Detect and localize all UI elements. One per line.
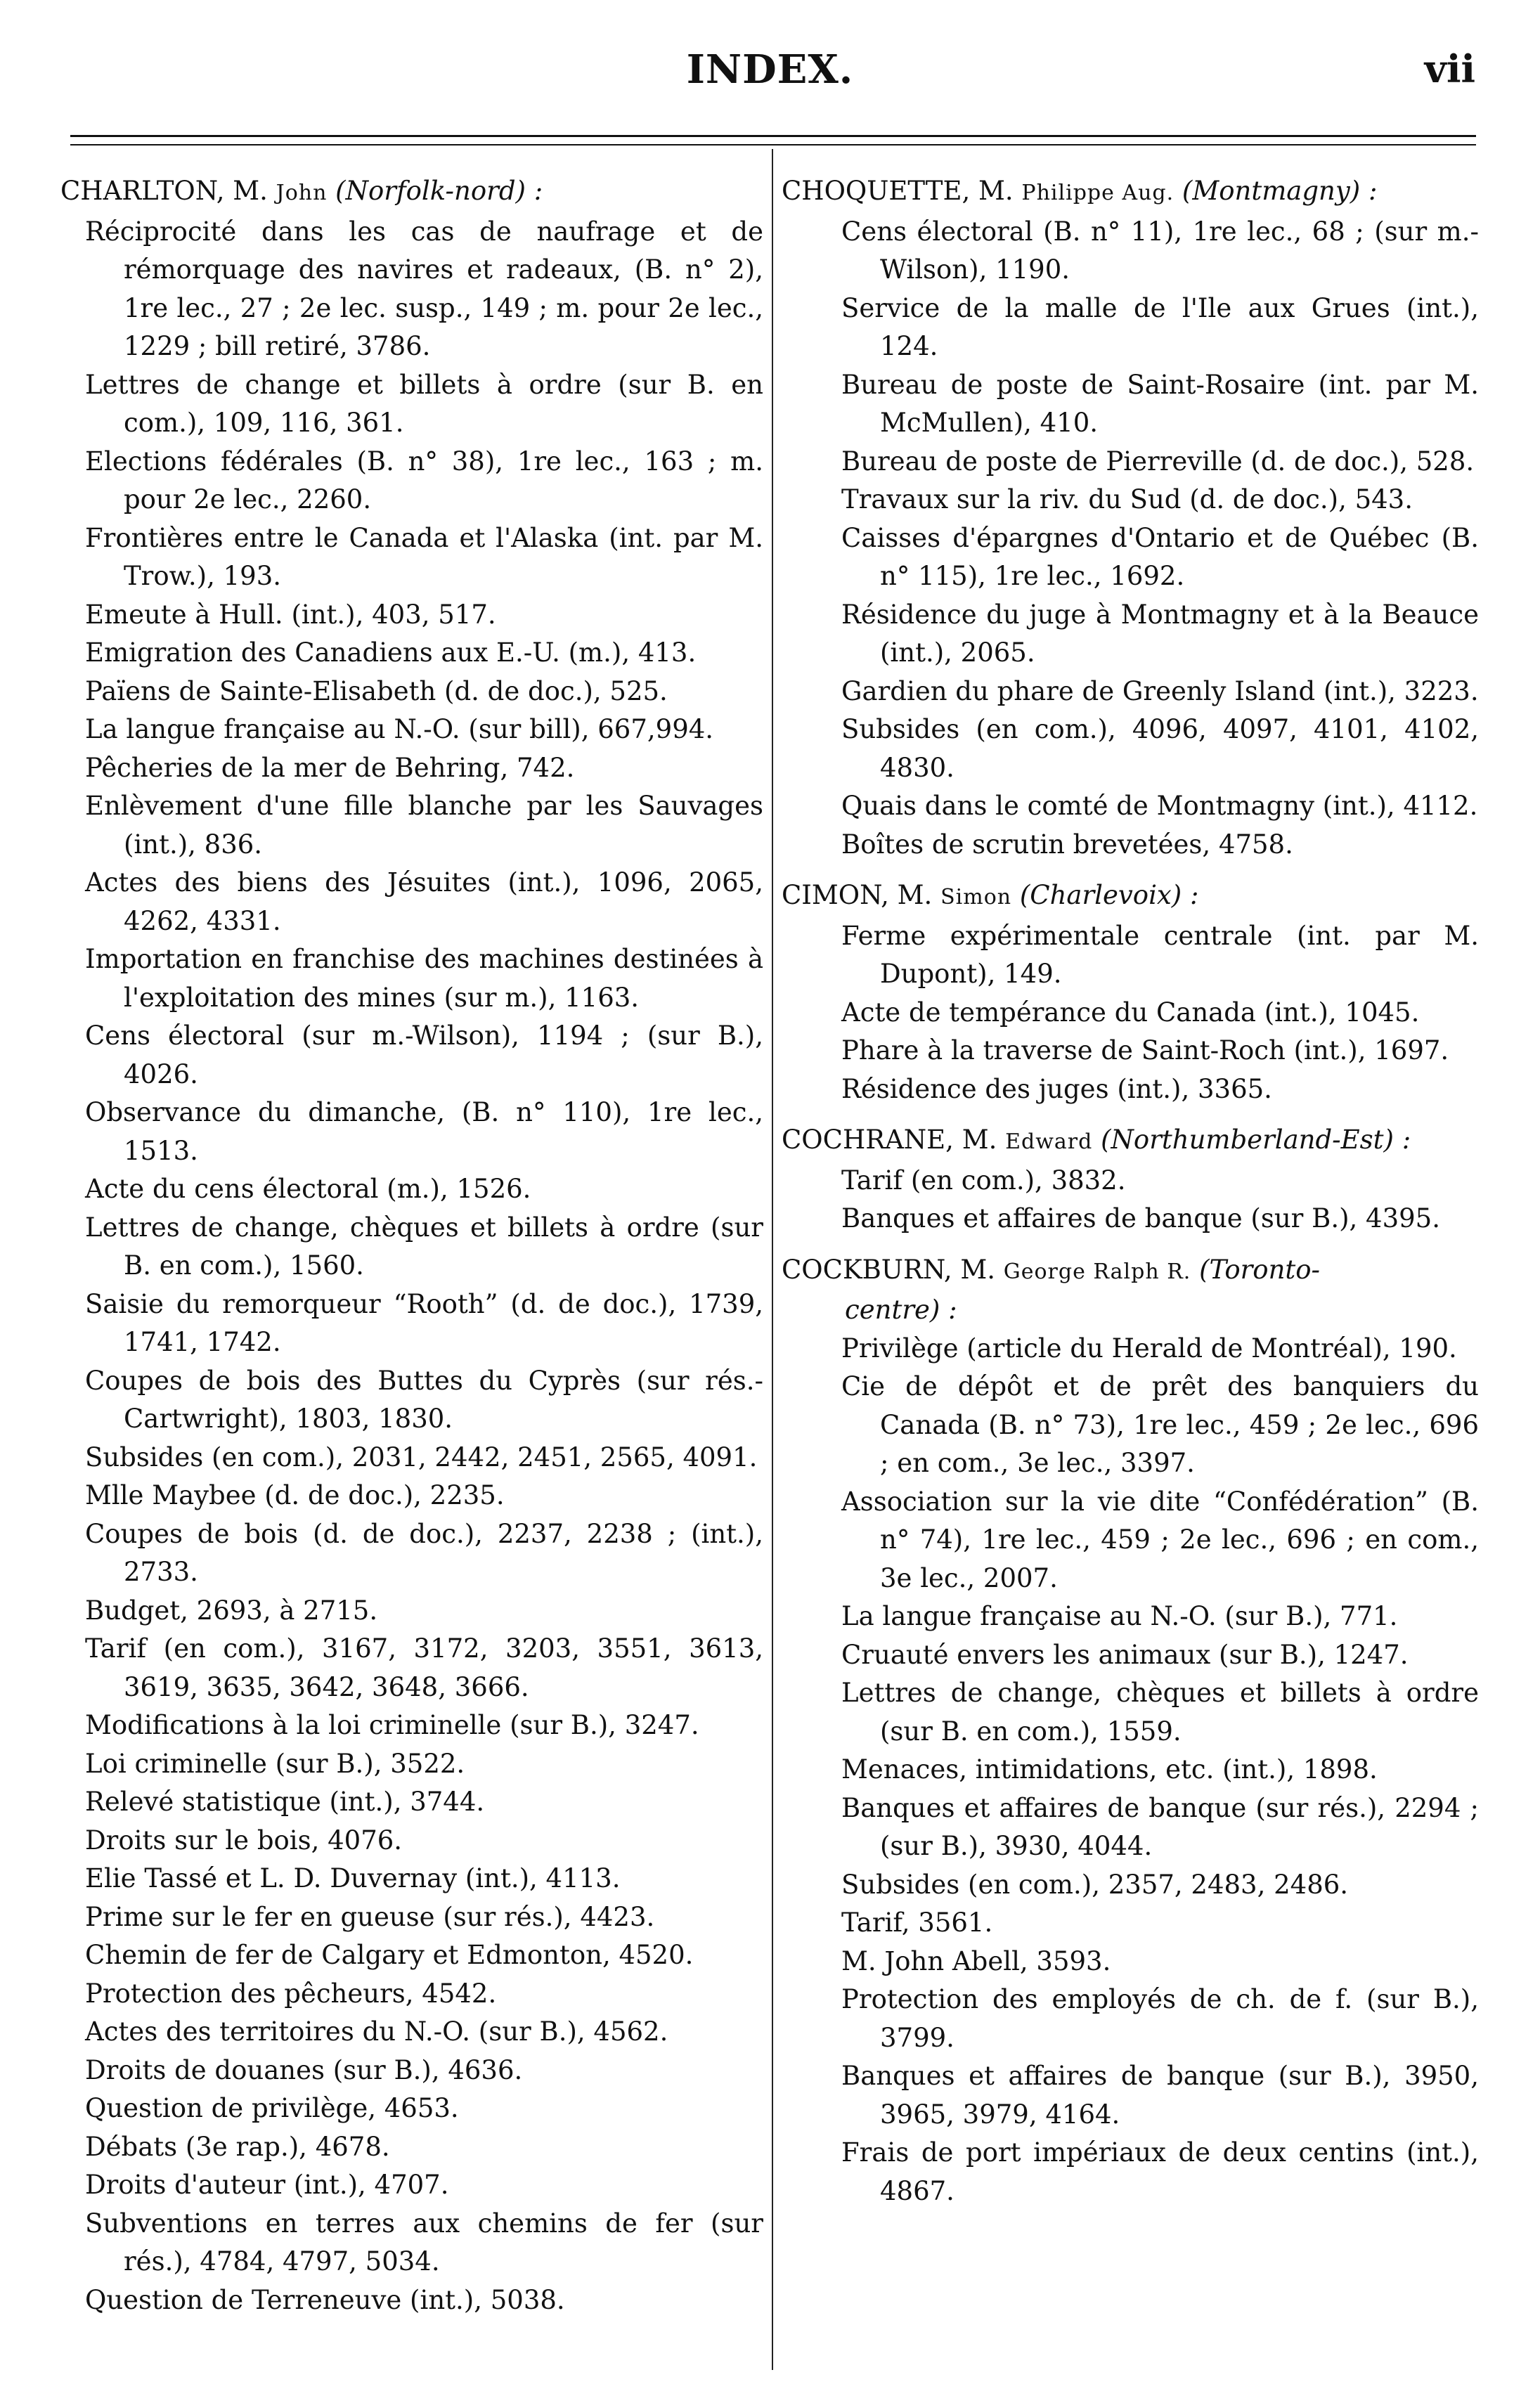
entry-riding: (Northumberland-Est) : xyxy=(1101,1125,1411,1155)
index-item: Gardien du phare de Greenly Island (int.), 3223. xyxy=(841,675,1479,706)
index-item: Travaux sur la riv. du Sud (d. de doc.), 543. xyxy=(841,484,1413,514)
right-column xyxy=(782,172,1479,2210)
index-item: La langue française au N.-O. (sur bill), 667,994. xyxy=(85,714,714,744)
index-item: Subsides (en com.), 2031, 2442, 2451, 2565, 4091. xyxy=(85,1442,758,1472)
entry-items xyxy=(782,917,1479,1109)
index-item: Actes des territoires du N.-O. (sur B.), 4562. xyxy=(85,2016,668,2047)
entry-given-name: Edward xyxy=(1005,1129,1093,1154)
index-item: Banques et affaires de banque (sur B.), 3950, 3965, 3979, 4164. xyxy=(841,2061,1479,2130)
index-item: Budget, 2693, à 2715. xyxy=(85,1595,378,1626)
entry-name: CIMON, M. xyxy=(782,880,941,910)
entry-riding: (Toronto- xyxy=(1199,1254,1321,1285)
index-item: Banques et affaires de banque (sur B.), 4395. xyxy=(841,1203,1440,1233)
entry-heading xyxy=(782,1251,1479,1330)
index-item: Bureau de poste de Saint-Rosaire (int. par M. McMullen), 410. xyxy=(841,369,1479,438)
index-item: Caisses d'épargnes d'Ontario et de Québec (B. n° 115), 1re lec., 1692. xyxy=(841,522,1479,591)
index-item: Cie de dépôt et de prêt des banquiers du Canada (B. n° 73), 1re lec., 459 ; 2e lec., 696 ; en com., 3e lec., 3397. xyxy=(841,1371,1479,1478)
entry-given-name: Philippe Aug. xyxy=(1021,181,1175,205)
header-rule-thick xyxy=(70,135,1476,137)
entry-name: COCHRANE, M. xyxy=(782,1125,1006,1155)
entry-name: CHOQUETTE, M. xyxy=(782,176,1022,206)
index-item: Droits de douanes (sur B.), 4636. xyxy=(85,2054,523,2085)
index-entry-cockburn xyxy=(782,1251,1479,2211)
index-item: Actes des biens des Jésuites (int.), 1096, 2065, 4262, 4331. xyxy=(85,867,763,936)
index-item: Emeute à Hull. (int.), 403, 517. xyxy=(85,599,496,630)
entry-items xyxy=(60,213,763,2320)
index-item: Réciprocité dans les cas de naufrage et de rémorquage des navires et radeaux, (B. n° 2), 1re lec., 27 ; 2e lec. susp., 149 ; m. pour 2e lec., 1229 ; bill retiré, 3786. xyxy=(85,216,763,361)
index-item: Banques et affaires de banque (sur rés.), 2294 ; (sur B.), 3930, 4044. xyxy=(841,1792,1479,1861)
entry-items xyxy=(782,1330,1479,2211)
index-item: Cruauté envers les animaux (sur B.), 1247. xyxy=(841,1639,1409,1670)
index-item: Tarif (en com.), 3832. xyxy=(841,1165,1126,1196)
index-item: Acte de tempérance du Canada (int.), 1045. xyxy=(841,997,1420,1028)
index-item: Coupes de bois des Buttes du Cyprès (sur rés.-Cartwright), 1803, 1830. xyxy=(85,1365,763,1434)
index-item: Cens électoral (B. n° 11), 1re lec., 68 ; (sur m.-Wilson), 1190. xyxy=(841,216,1479,285)
index-item: Acte du cens électoral (m.), 1526. xyxy=(85,1174,531,1204)
entry-riding: (Montmagny) : xyxy=(1182,176,1378,206)
index-item: La langue française au N.-O. (sur B.), 771. xyxy=(841,1601,1398,1631)
index-item: Païens de Sainte-Elisabeth (d. de doc.), 525. xyxy=(85,675,668,706)
index-item: Protection des pêcheurs, 4542. xyxy=(85,1978,497,2009)
left-column xyxy=(60,172,763,2319)
index-item: Service de la malle de l'Ile aux Grues (int.), 124. xyxy=(841,292,1479,361)
index-item: Subsides (en com.), 2357, 2483, 2486. xyxy=(841,1869,1349,1900)
entry-given-name: George Ralph R. xyxy=(1003,1259,1191,1284)
entry-riding-continued: centre) : xyxy=(845,1295,957,1325)
index-item: Prime sur le fer en gueuse (sur rés.), 4423. xyxy=(85,1901,655,1932)
index-item: Droits d'auteur (int.), 4707. xyxy=(85,2170,449,2200)
index-item: Boîtes de scrutin brevetées, 4758. xyxy=(841,829,1293,860)
index-item: Importation en franchise des machines destinées à l'exploitation des mines (sur m.), 1163. xyxy=(85,944,763,1013)
index-item: Elections fédérales (B. n° 38), 1re lec., 163 ; m. pour 2e lec., 2260. xyxy=(85,446,763,514)
running-title: INDEX. xyxy=(686,46,854,93)
index-item: Ferme expérimentale centrale (int. par M. Dupont), 149. xyxy=(841,920,1479,989)
index-item: Modifications à la loi criminelle (sur B.), 3247. xyxy=(85,1710,699,1740)
page-number: vii xyxy=(1424,46,1475,91)
index-item: Bureau de poste de Pierreville (d. de doc.), 528. xyxy=(841,446,1475,477)
index-item: Débats (3e rap.), 4678. xyxy=(85,2131,390,2162)
index-item: Association sur la vie dite “Confédération” (B. n° 74), 1re lec., 459 ; 2e lec., 696 ; en com., 3e lec., 2007. xyxy=(841,1486,1479,1593)
entry-heading xyxy=(782,172,1479,213)
index-item: Mlle Maybee (d. de doc.), 2235. xyxy=(85,1480,505,1510)
index-item: Relevé statistique (int.), 3744. xyxy=(85,1787,485,1817)
entry-heading xyxy=(782,876,1479,917)
index-item: Quais dans le comté de Montmagny (int.), 4112. xyxy=(841,791,1478,821)
entry-given-name: John xyxy=(276,181,328,205)
index-item: M. John Abell, 3593. xyxy=(841,1945,1111,1976)
index-item: Frontières entre le Canada et l'Alaska (int. par M. Trow.), 193. xyxy=(85,522,763,591)
header-rule-thin xyxy=(70,144,1476,145)
entry-heading xyxy=(782,1121,1479,1162)
index-item: Emigration des Canadiens aux E.-U. (m.), 413. xyxy=(85,637,697,668)
index-item: Menaces, intimidations, etc. (int.), 1898. xyxy=(841,1754,1378,1785)
index-item: Cens électoral (sur m.-Wilson), 1194 ; (sur B.), 4026. xyxy=(85,1021,763,1089)
entry-given-name: Simon xyxy=(940,885,1012,909)
index-item: Observance du dimanche, (B. n° 110), 1re lec., 1513. xyxy=(85,1097,763,1166)
index-item: Protection des employés de ch. de f. (sur B.), 3799. xyxy=(841,1984,1479,2053)
index-item: Tarif (en com.), 3167, 3172, 3203, 3551, 3613, 3619, 3635, 3642, 3648, 3666. xyxy=(85,1633,763,1702)
entry-name: COCKBURN, M. xyxy=(782,1254,1004,1285)
index-item: Subventions en terres aux chemins de fer (sur rés.), 4784, 4797, 5034. xyxy=(85,2208,763,2277)
index-item: Loi criminelle (sur B.), 3522. xyxy=(85,1748,465,1779)
index-entry-charlton xyxy=(60,172,763,2319)
entry-heading xyxy=(60,172,763,213)
index-item: Question de privilège, 4653. xyxy=(85,2093,459,2123)
entry-items xyxy=(782,1162,1479,1238)
index-item: Tarif, 3561. xyxy=(841,1908,993,1938)
index-item: Privilège (article du Herald de Montréal), 190. xyxy=(841,1333,1457,1364)
entry-items xyxy=(782,213,1479,864)
index-entry-cimon xyxy=(782,876,1479,1108)
index-item: Saisie du remorqueur “Rooth” (d. de doc.), 1739, 1741, 1742. xyxy=(85,1288,763,1357)
index-entry-choquette xyxy=(782,172,1479,864)
index-item: Résidence des juges (int.), 3365. xyxy=(841,1073,1272,1104)
index-item: Résidence du juge à Montmagny et à la Beauce (int.), 2065. xyxy=(841,599,1479,668)
entry-name: CHARLTON, M. xyxy=(60,176,276,206)
index-item: Phare à la traverse de Saint-Roch (int.), 1697. xyxy=(841,1035,1449,1066)
index-item: Lettres de change, chèques et billets à ordre (sur B. en com.), 1559. xyxy=(841,1678,1479,1747)
index-item: Frais de port impériaux de deux centins (int.), 4867. xyxy=(841,2137,1479,2206)
index-item: Question de Terreneuve (int.), 5038. xyxy=(85,2284,565,2315)
index-item: Droits sur le bois, 4076. xyxy=(85,1825,403,1856)
index-item: Elie Tassé et L. D. Duvernay (int.), 4113. xyxy=(85,1863,621,1893)
entry-riding: (Charlevoix) : xyxy=(1019,880,1199,910)
page-header xyxy=(0,46,1540,110)
index-item: Coupes de bois (d. de doc.), 2237, 2238 ; (int.), 2733. xyxy=(85,1518,763,1587)
index-item: Chemin de fer de Calgary et Edmonton, 4520. xyxy=(85,1940,694,1970)
index-item: Pêcheries de la mer de Behring, 742. xyxy=(85,752,575,783)
index-entry-cochrane xyxy=(782,1121,1479,1238)
index-item: Lettres de change, chèques et billets à ordre (sur B. en com.), 1560. xyxy=(85,1212,763,1281)
index-item: Enlèvement d'une fille blanche par les Sauvages (int.), 836. xyxy=(85,791,763,860)
column-divider xyxy=(772,149,773,2370)
entry-riding: (Norfolk-nord) : xyxy=(335,176,543,206)
index-item: Subsides (en com.), 4096, 4097, 4101, 4102, 4830. xyxy=(841,714,1479,783)
index-item: Lettres de change et billets à ordre (sur B. en com.), 109, 116, 361. xyxy=(85,369,763,438)
